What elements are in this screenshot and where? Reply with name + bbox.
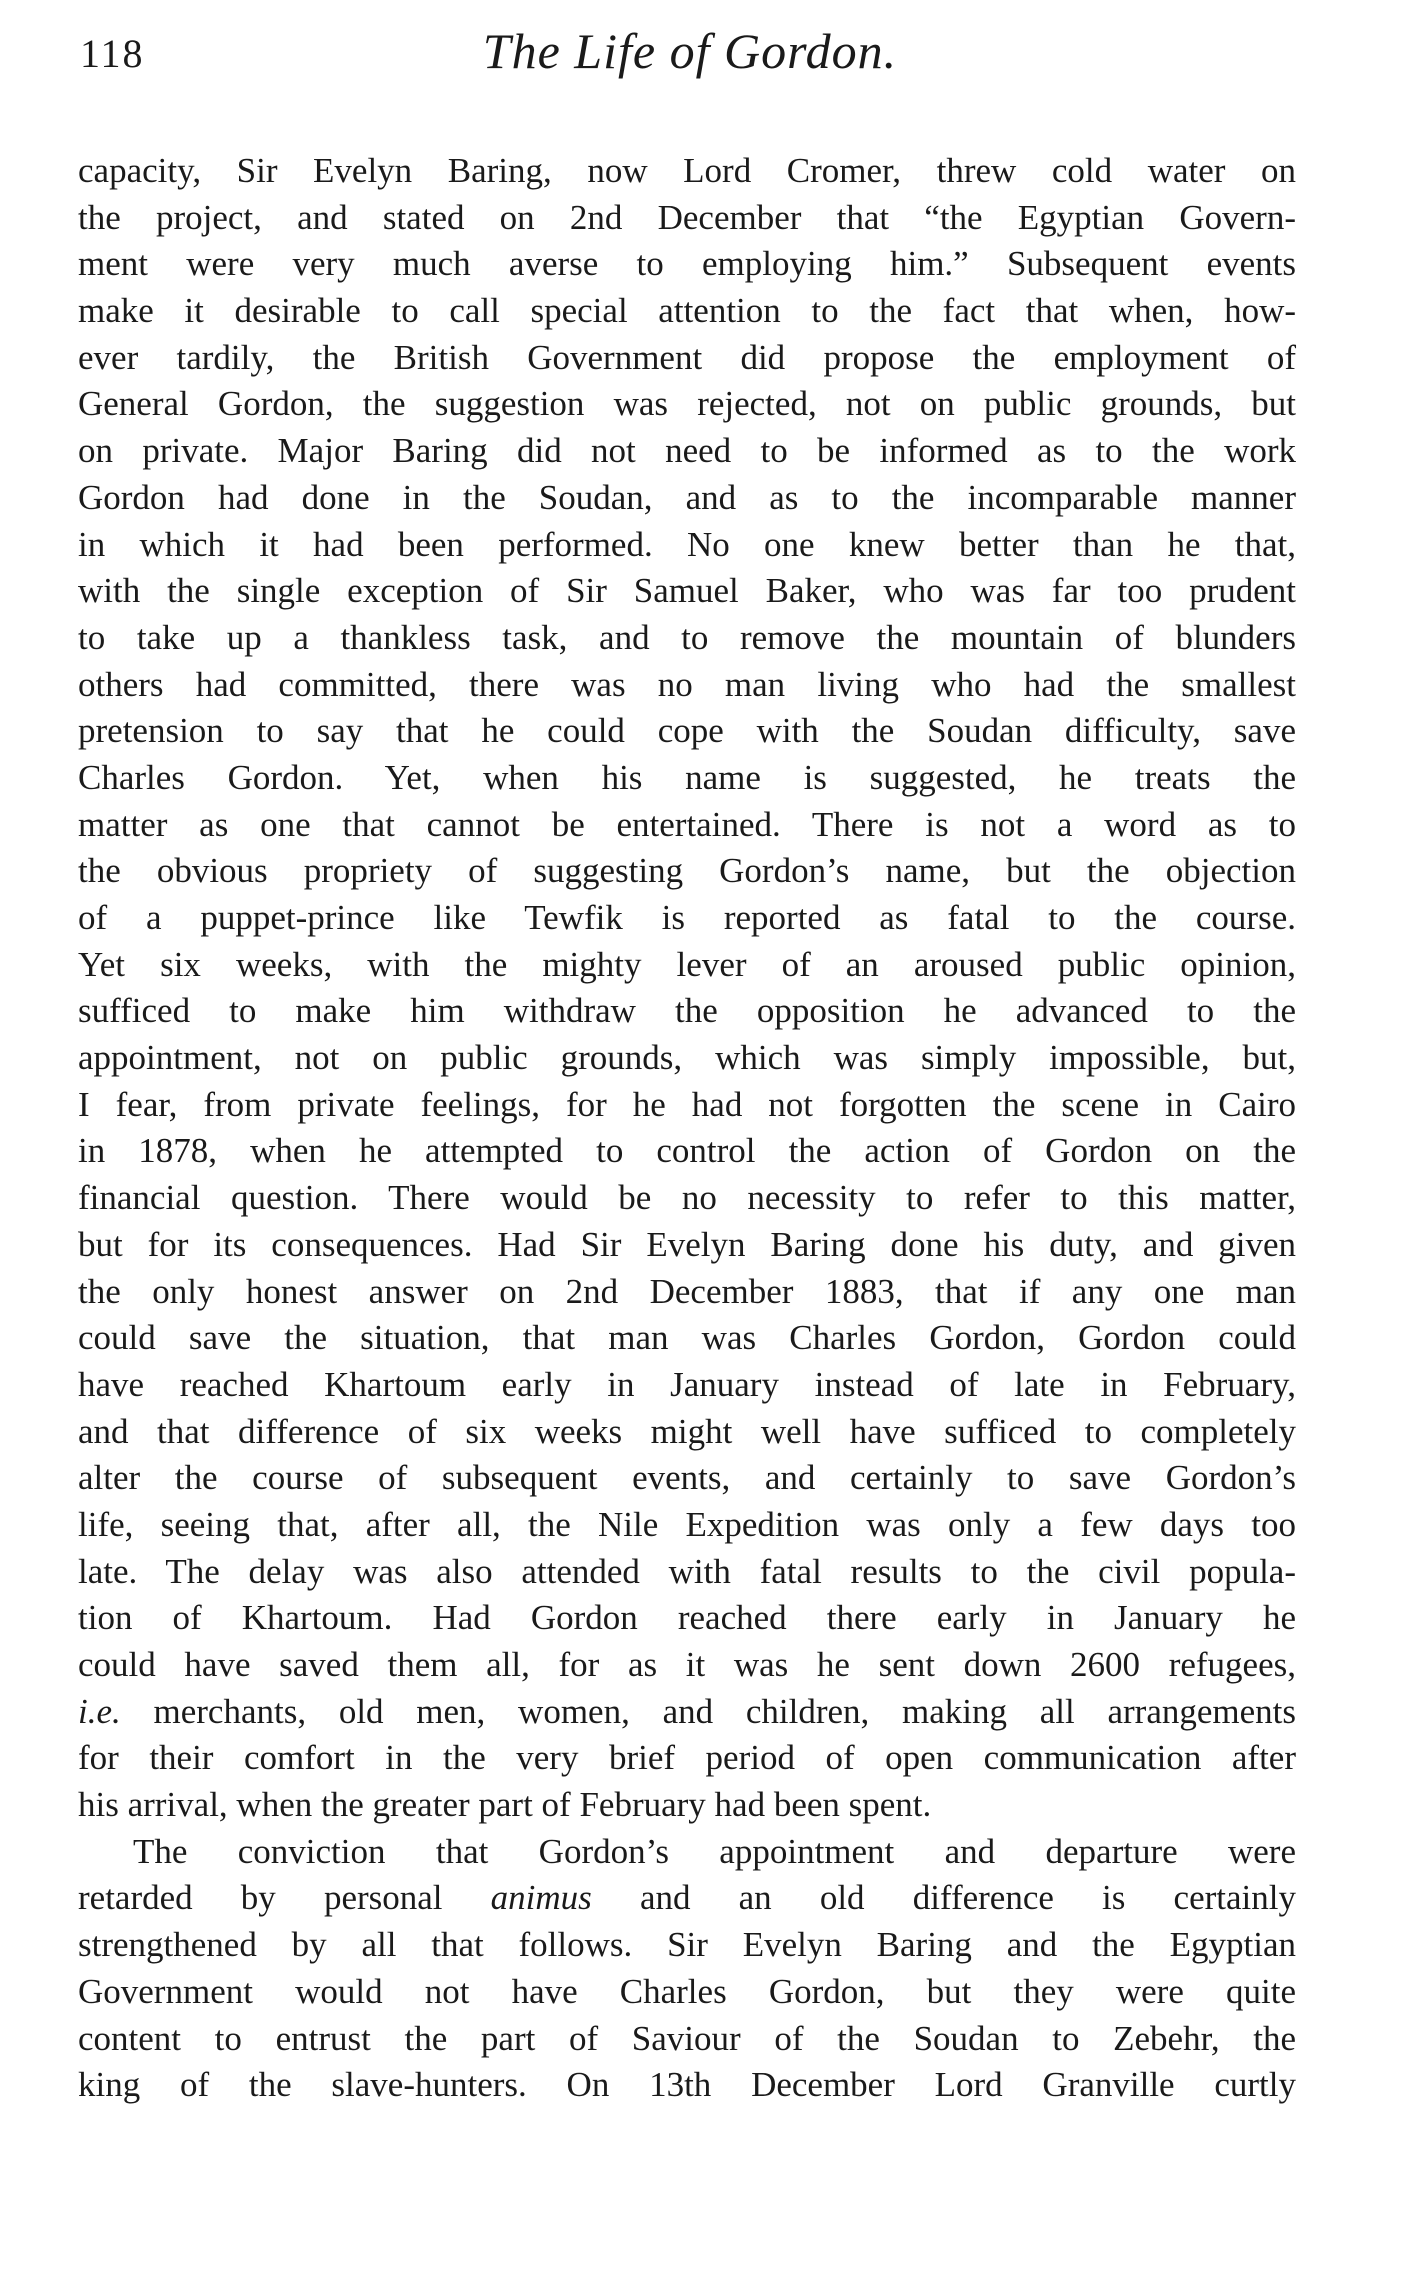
text-line — [78, 942, 1296, 989]
text-line — [78, 988, 1296, 1035]
text-segment: to take up a thankless task, and to remove the mountain of blunders — [78, 617, 1296, 657]
running-header — [0, 22, 1412, 92]
text-segment: tion of Khartoum. Had Gordon reached there early in January he — [78, 1598, 1296, 1638]
italic-text: animus — [490, 1878, 592, 1918]
text-line — [78, 1035, 1296, 1082]
text-segment: the project, and stated on 2nd December that “the Egyptian Govern- — [78, 197, 1296, 237]
text-line — [78, 288, 1296, 335]
text-line — [78, 1735, 1296, 1782]
text-segment: and that difference of six weeks might well have sufficed to completely — [78, 1411, 1296, 1451]
text-segment: others had committed, there was no man living who had the smallest — [78, 664, 1296, 704]
running-title: The Life of Gordon. — [482, 23, 898, 79]
text-line — [78, 1128, 1296, 1175]
text-line — [78, 381, 1296, 428]
text-line — [78, 1269, 1296, 1316]
page-number: 118 — [80, 31, 145, 76]
text-line — [78, 1875, 1296, 1922]
text-segment: pretension to say that he could cope with the Soudan difficulty, save — [78, 711, 1296, 751]
text-line — [78, 568, 1296, 615]
text-segment: I fear, from private feelings, for he had not forgotten the scene in Cairo — [78, 1084, 1296, 1124]
text-segment: in which it had been performed. No one knew better than he that, — [78, 524, 1296, 564]
text-line — [78, 195, 1296, 242]
text-line — [78, 1689, 1296, 1736]
text-segment: strengthened by all that follows. Sir Evelyn Baring and the Egyptian — [78, 1925, 1296, 1965]
text-segment: with the single exception of Sir Samuel Baker, who was far too prudent — [78, 571, 1296, 611]
text-line — [78, 148, 1296, 195]
text-line — [78, 1829, 1296, 1876]
text-segment: have reached Khartoum early in January instead of late in February, — [78, 1364, 1296, 1404]
text-line — [78, 335, 1296, 382]
text-line — [78, 1922, 1296, 1969]
text-segment: matter as one that cannot be entertained. There is not a word as to — [78, 804, 1296, 844]
text-line — [78, 1175, 1296, 1222]
text-segment: sufficed to make him withdraw the opposition he advanced to the — [78, 991, 1296, 1031]
text-line — [78, 1082, 1296, 1129]
text-line — [78, 1455, 1296, 1502]
text-segment: of a puppet-prince like Tewfik is reported as fatal to the course. — [78, 898, 1296, 937]
text-line — [78, 2016, 1296, 2063]
text-line — [78, 522, 1296, 569]
text-line — [78, 615, 1296, 662]
text-segment: the obvious propriety of suggesting Gordon’s name, but the objection — [78, 851, 1296, 891]
text-line — [78, 1362, 1296, 1409]
text-line — [78, 1969, 1296, 2016]
body-text — [78, 148, 1296, 2109]
text-segment: Gordon had done in the Soudan, and as to the incomparable manner — [78, 477, 1296, 517]
text-segment: The conviction that Gordon’s appointment and departure were — [133, 1831, 1296, 1871]
text-line — [78, 755, 1296, 802]
text-segment: his arrival, when the greater part of February had been spent. — [78, 1785, 932, 1825]
text-segment: alter the course of subsequent events, and certainly to save Gordon’s — [78, 1458, 1296, 1498]
text-line — [78, 1409, 1296, 1456]
text-line — [78, 1222, 1296, 1269]
text-segment: General Gordon, the suggestion was rejected, not on public grounds, but — [78, 384, 1296, 424]
italic-text: i.e. — [78, 1691, 121, 1731]
text-line — [78, 1782, 1296, 1829]
text-line — [78, 1502, 1296, 1549]
text-line — [78, 241, 1296, 288]
text-line — [78, 1549, 1296, 1596]
text-segment: merchants, old men, women, and children, making all arrangements — [120, 1691, 1296, 1731]
text-segment: Government would not have Charles Gordon, but they were quite — [78, 1971, 1296, 2011]
text-line — [78, 802, 1296, 849]
text-segment: and an old difference is certainly — [591, 1878, 1296, 1918]
text-segment: could have saved them all, for as it was he sent down 2600 refugees, — [78, 1645, 1296, 1684]
text-line — [78, 475, 1296, 522]
text-segment: appointment, not on public grounds, which was simply impossible, but, — [78, 1038, 1296, 1078]
text-segment: make it desirable to call special attention to the fact that when, how- — [78, 291, 1296, 331]
text-line — [78, 895, 1296, 942]
text-segment: content to entrust the part of Saviour of the Soudan to Zebehr, the — [78, 2018, 1296, 2058]
text-line — [78, 848, 1296, 895]
text-segment: for their comfort in the very brief period of open communication after — [78, 1738, 1296, 1778]
text-line — [78, 1642, 1296, 1689]
text-segment: on private. Major Baring did not need to be informed as to the work — [78, 431, 1296, 471]
text-segment: life, seeing that, after all, the Nile Expedition was only a few days too — [78, 1504, 1296, 1544]
text-segment: financial question. There would be no necessity to refer to this matter, — [78, 1178, 1296, 1218]
text-line — [78, 708, 1296, 755]
text-segment: in 1878, when he attempted to control the action of Gordon on the — [78, 1131, 1296, 1171]
text-segment: could save the situation, that man was Charles Gordon, Gordon could — [78, 1318, 1296, 1358]
text-segment: the only honest answer on 2nd December 1883, that if any one man — [78, 1271, 1296, 1311]
text-line — [78, 2062, 1296, 2109]
text-segment: ment were very much averse to employing him.” Subsequent events — [78, 244, 1296, 284]
text-segment: Yet six weeks, with the mighty lever of an aroused public opinion, — [78, 944, 1296, 984]
text-segment: Charles Gordon. Yet, when his name is suggested, he treats the — [78, 757, 1296, 797]
text-segment: retarded by personal — [78, 1878, 491, 1918]
text-segment: ever tardily, the British Government did propose the employment of — [78, 337, 1296, 377]
text-line — [78, 1315, 1296, 1362]
text-line — [78, 1595, 1296, 1642]
text-line — [78, 428, 1296, 475]
text-segment: king of the slave-hunters. On 13th December Lord Granville curtly — [78, 2065, 1296, 2105]
text-segment: late. The delay was also attended with fatal results to the civil popula- — [78, 1551, 1296, 1591]
text-segment: capacity, Sir Evelyn Baring, now Lord Cromer, threw cold water on — [78, 151, 1296, 190]
text-segment: but for its consequences. Had Sir Evelyn Baring done his duty, and given — [78, 1224, 1296, 1264]
text-line — [78, 662, 1296, 709]
